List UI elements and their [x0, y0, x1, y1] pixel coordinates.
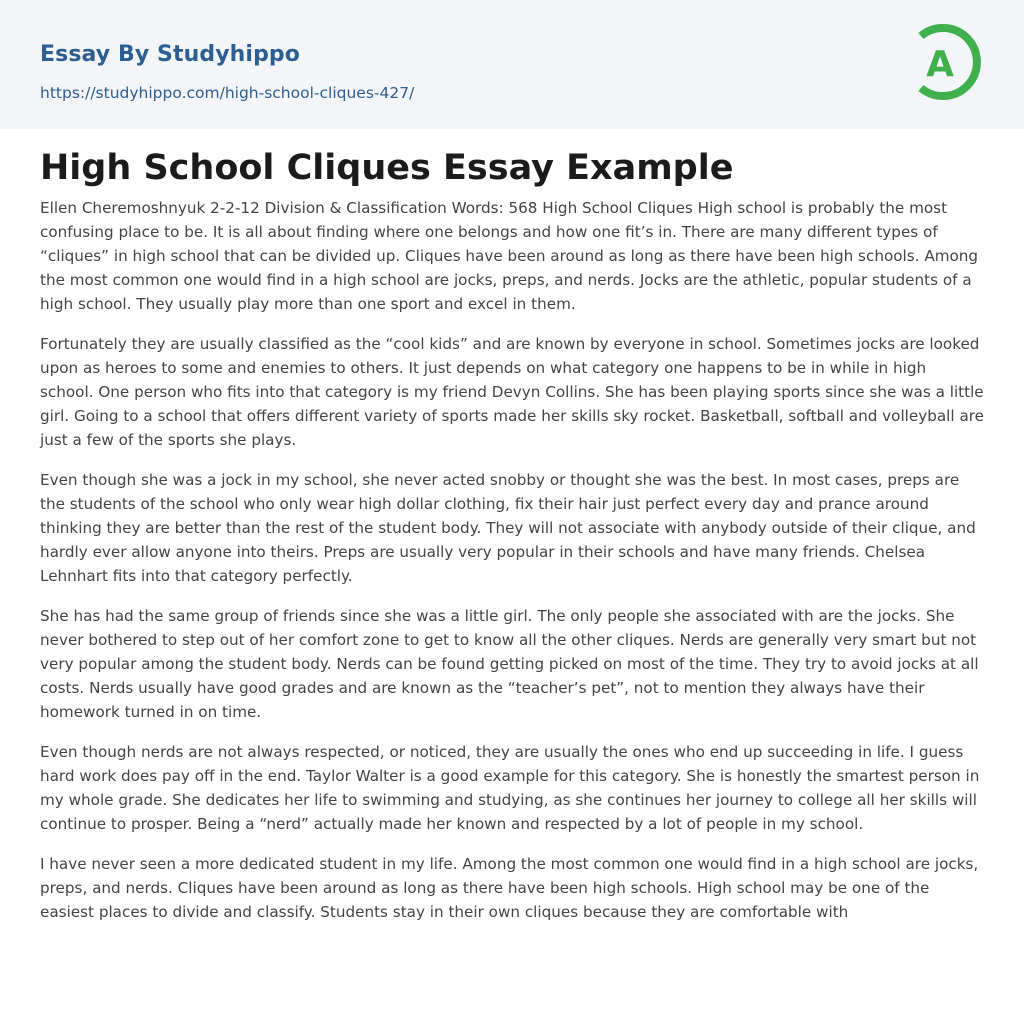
- page-title: High School Cliques Essay Example: [40, 148, 734, 188]
- logo-letter: A: [926, 44, 954, 85]
- site-header: [0, 0, 1024, 129]
- essay-paragraph-1: Ellen Cheremoshnyuk 2-2-12 Division & Classification Words: 568 High School Cliques High school is probably the most confusing place to be. It is all about finding where one belongs and how one fit’s in. There are many different types of “cliques” in high school that can be divided up. Cliques have been around as long as there have been high schools. Among the most common one would find in a high school are jocks, preps, and nerds. Jocks are the athletic, popular students of a high school. They usually play more than one sport and excel in them.: [40, 199, 979, 313]
- site-brand[interactable]: Essay By Studyhippo: [40, 42, 300, 67]
- essay-paragraph-3: Even though she was a jock in my school, she never acted snobby or thought she was the best. In most cases, preps are the students of the school who only wear high dollar clothing, fix their hair just perfect every day and prance around thinking they are better than the rest of the student body. They will not associate with anybody outside of their clique, and hardly ever allow anyone into theirs. Preps are usually very popular in their schools and have many friends. Chelsea Lehnhart fits into that category perfectly.: [40, 471, 976, 585]
- studyhippo-logo-icon[interactable]: [908, 18, 988, 106]
- essay-content: [40, 140, 984, 940]
- essay-paragraph-6: I have never seen a more dedicated student in my life. Among the most common one would find in a high school are jocks, preps, and nerds. Cliques have been around as long as there have been high schools. High school may be one of the easiest places to divide and classify. Students stay in their own cliques because they are comfortable with: [40, 855, 979, 921]
- essay-paragraph-2: Fortunately they are usually classified as the “cool kids” and are known by everyone in school. Sometimes jocks are looked upon as heroes to some and enemies to others. It just depends on what category one happens to be in while in high school. One person who fits into that category is my friend Devyn Collins. She has been playing sports since she was a little girl. Going to a school that offers different variety of sports made her skills sky rocket. Basketball, softball and volleyball are just a few of the sports she plays.: [40, 335, 985, 449]
- essay-url-link[interactable]: https://studyhippo.com/high-school-cliques-427/: [40, 84, 415, 102]
- essay-paragraph-5: Even though nerds are not always respected, or noticed, they are usually the ones who end up succeeding in life. I guess hard work does pay off in the end. Taylor Walter is a good example for this category. She is honestly the smartest person in my whole grade. She dedicates her life to swimming and studying, as she continues her journey to college all her skills will continue to prosper. Being a “nerd” actually made her known and respected by a lot of people in my school.: [40, 743, 980, 833]
- essay-paragraph-4: She has had the same group of friends since she was a little girl. The only people she associated with are the jocks. She never bothered to step out of her comfort zone to get to know all the other cliques. Nerds are generally very smart but not very popular among the student body. Nerds can be found getting picked on most of the time. They try to avoid jocks at all costs. Nerds usually have good grades and are known as the “teacher’s pet”, not to mention they always have their homework turned in on time.: [40, 607, 979, 721]
